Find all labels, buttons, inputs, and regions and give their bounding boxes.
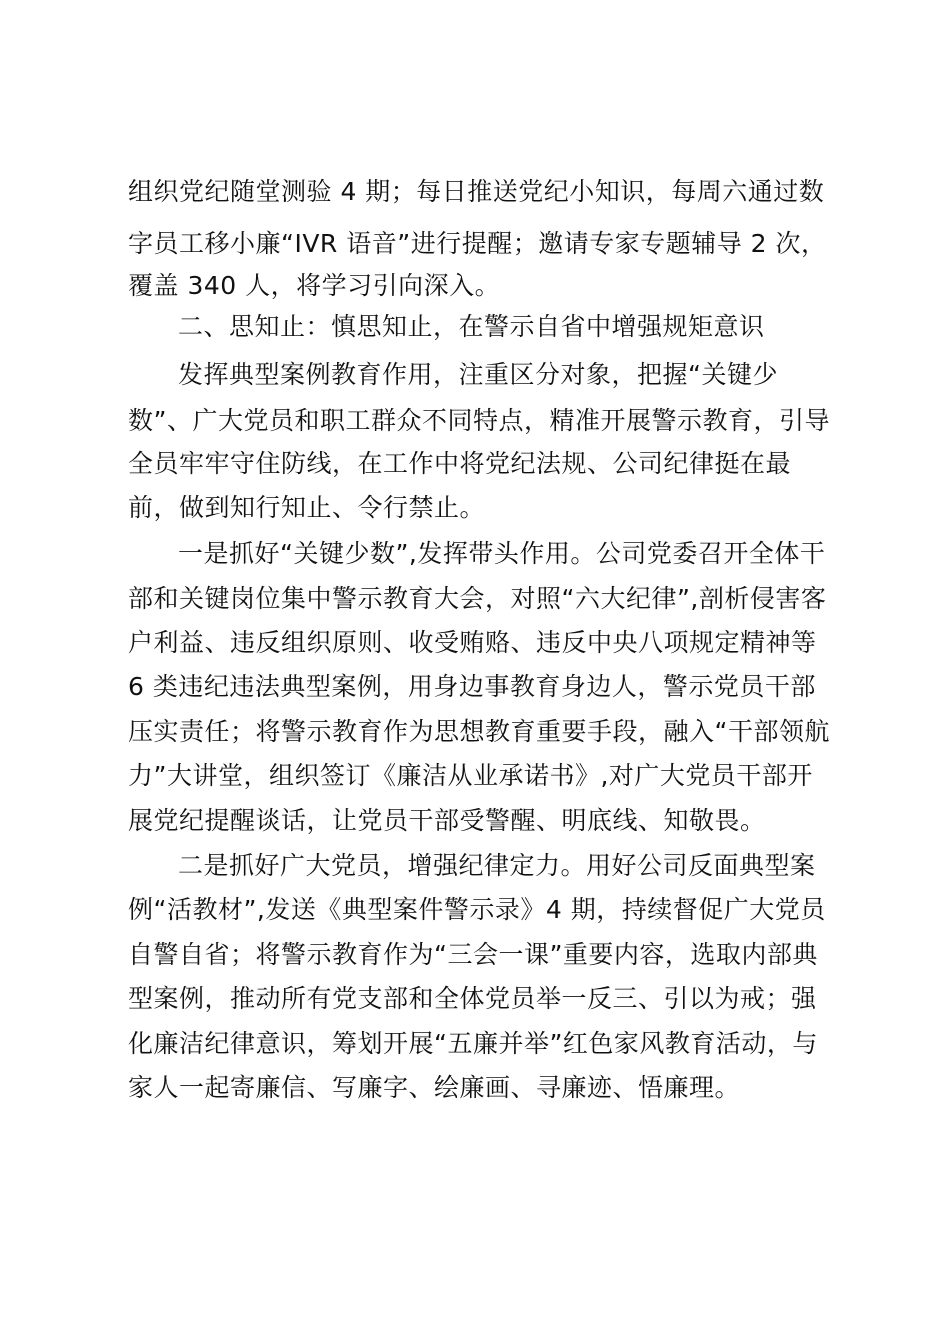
paragraph-party-members-line-1: 二是抓好广大党员，增强纪律定力。用好公司反面典型案 [178,851,816,880]
paragraph-key-minority-line-6: 力”大讲堂，组织签订《廉洁从业承诺书》,对广大党员干部开 [128,761,813,790]
paragraph-key-minority-line-1: 一是抓好“关键少数”,发挥带头作用。公司党委召开全体干 [178,539,826,568]
paragraph-continuation-line-3: 覆盖 340 人，将学习引向深入。 [128,271,501,300]
paragraph-party-members-line-4: 型案例，推动所有党支部和全体党员举一反三、引以为戒；强 [128,984,817,1013]
paragraph-key-minority-line-5: 压实责任；将警示教育作为思想教育重要手段，融入“干部领航 [128,717,830,746]
paragraph-continuation-line-2: 字员工移小廉“IVR 语音”进行提醒；邀请专家专题辅导 2 次， [128,229,827,258]
paragraph-intro-line-3: 全员牢牢守住防线，在工作中将党纪法规、公司纪律挺在最 [128,449,792,478]
paragraph-party-members-line-3: 自警自省；将警示教育作为“三会一课”重要内容，选取内部典 [128,940,818,969]
paragraph-intro-line-1: 发挥典型案例教育作用，注重区分对象，把握“关键少 [178,360,778,389]
paragraph-party-members-line-6: 家人一起寄廉信、写廉字、绘廉画、寻廉迹、悟廉理。 [128,1073,741,1102]
paragraph-party-members-line-5: 化廉洁纪律意识，筹划开展“五廉并举”红色家风教育活动，与 [128,1029,818,1058]
paragraph-key-minority-line-4: 6 类违纪违法典型案例，用身边事教育身边人，警示党员干部 [128,672,816,701]
paragraph-intro-line-2: 数”、广大党员和职工群众不同特点，精准开展警示教育，引导 [128,406,830,435]
paragraph-intro-line-4: 前，做到知行知止、令行禁止。 [128,493,486,522]
paragraph-party-members-line-2: 例“活教材”,发送《典型案件警示录》4 期，持续督促广大党员 [128,895,826,924]
paragraph-key-minority-line-2: 部和关键岗位集中警示教育大会，对照“六大纪律”,剖析侵害客 [128,584,827,613]
paragraph-key-minority-line-7: 展党纪提醒谈话，让党员干部受警醒、明底线、知敬畏。 [128,806,766,835]
paragraph-continuation-line-1: 组织党纪随堂测验 4 期；每日推送党纪小知识，每周六通过数 [128,177,825,206]
paragraph-key-minority-line-3: 户利益、违反组织原则、收受贿赂、违反中央八项规定精神等 [128,628,817,657]
section-heading-2: 二、思知止：慎思知止，在警示自省中增强规矩意识 [178,312,765,341]
